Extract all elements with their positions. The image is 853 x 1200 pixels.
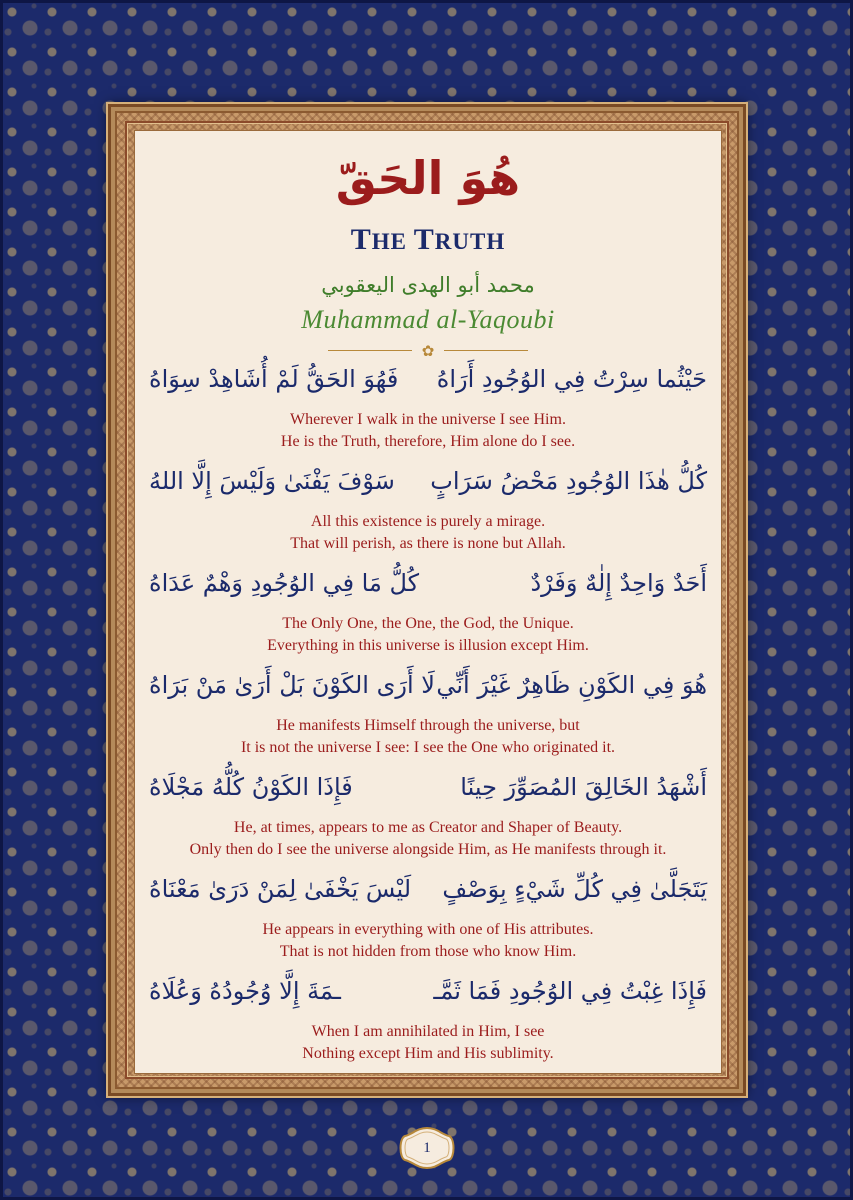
verse-arabic-first-hemistich: كُلُّ هٰذَا الوُجُودِ مَحْضُ سَرَابٍ xyxy=(430,467,707,495)
verse-arabic-second-hemistich: ـمَةَ إِلَّا وُجُودُهُ وَعُلَاهُ xyxy=(149,977,341,1005)
verses-list xyxy=(135,359,721,1073)
ornamental-divider xyxy=(328,343,528,359)
translation-line-2: Nothing except Him and His sublimity. xyxy=(302,1045,554,1062)
verse-arabic-second-hemistich: فَهُوَ الحَقُّ لَمْ أُشَاهِدْ سِوَاهُ xyxy=(149,365,399,393)
verse-translation xyxy=(135,817,721,861)
verse-arabic-second-hemistich: سَوْفَ يَفْنَىٰ وَلَيْسَ إِلَّا اللهُ xyxy=(149,467,395,495)
verse-translation xyxy=(135,1021,721,1065)
english-title-smallcaps-2: RUTH xyxy=(434,229,506,254)
verse-arabic-second-hemistich: لَا أَرَى الكَوْنَ بَلْ أَرَىٰ مَنْ بَرَاهُ xyxy=(149,671,435,699)
divider-line-left xyxy=(328,350,412,351)
verse-4 xyxy=(135,665,721,767)
translation-line-2: Only then do I see the universe alongside Him, as He manifests through it. xyxy=(189,841,667,858)
verse-translation xyxy=(135,613,721,657)
translation-line-2: That will perish, as there is none but Allah. xyxy=(290,535,566,552)
page-number-badge xyxy=(397,1126,457,1170)
translation-line-1: The Only One, the One, the God, the Unique. xyxy=(282,615,574,632)
arabic-title: هُوَ الحَقّ xyxy=(335,151,521,205)
translation-line-1: When I am annihilated in Him, I see xyxy=(311,1023,545,1040)
verse-6 xyxy=(135,869,721,971)
verse-arabic xyxy=(149,467,707,507)
verse-7 xyxy=(135,971,721,1073)
translation-line-2: Everything in this universe is illusion except Him. xyxy=(267,637,589,654)
verse-translation xyxy=(135,715,721,759)
verse-arabic-first-hemistich: أَشْهَدُ الخَالِقَ المُصَوِّرَ حِينًا xyxy=(460,773,707,801)
verse-arabic-first-hemistich: فَإِذَا غِبْتُ فِي الوُجُودِ فَمَا ثَمَّـ xyxy=(433,977,707,1005)
author-english-name: Muhammad al-Yaqoubi xyxy=(301,305,555,334)
translation-line-1: He appears in everything with one of His attributes. xyxy=(262,921,594,938)
translation-line-1: Wherever I walk in the universe I see Him. xyxy=(290,411,566,428)
verse-5 xyxy=(135,767,721,869)
verse-2 xyxy=(135,461,721,563)
divider-line-right xyxy=(444,350,528,351)
verse-arabic xyxy=(149,365,707,405)
verse-arabic xyxy=(149,773,707,813)
verse-arabic-first-hemistich: حَيْثُما سِرْتُ فِي الوُجُودِ أَرَاهُ xyxy=(436,365,707,393)
translation-line-1: He, at times, appears to me as Creator and Shaper of Beauty. xyxy=(233,819,623,836)
verse-1 xyxy=(135,359,721,461)
english-title-initial-2: T xyxy=(413,223,435,256)
verse-arabic xyxy=(149,569,707,609)
verse-arabic-second-hemistich: لَيْسَ يَخْفَىٰ لِمَنْ دَرَىٰ مَعْنَاهُ xyxy=(149,875,412,903)
verse-arabic-first-hemistich: هُوَ فِي الكَوْنِ ظَاهِرٌ غَيْرَ أَنِّي xyxy=(436,671,707,699)
translation-line-2: That is not hidden from those who know Him. xyxy=(279,943,577,960)
verse-3 xyxy=(135,563,721,665)
english-title xyxy=(135,223,721,257)
verse-arabic xyxy=(149,875,707,915)
verse-translation xyxy=(135,919,721,963)
translation-line-1: He manifests Himself through the universe, but xyxy=(276,717,580,734)
verse-arabic-first-hemistich: أَحَدٌ وَاحِدٌ إِلٰهٌ وَفَرْدٌ xyxy=(530,569,707,597)
verse-arabic-second-hemistich: فَإِذَا الكَوْنُ كُلُّهُ مَجْلَاهُ xyxy=(149,773,353,801)
english-title-initial: T xyxy=(350,223,372,256)
author-arabic-signature: محمد أبو الهدى اليعقوبي xyxy=(321,273,535,297)
page-number: 1 xyxy=(423,1140,431,1156)
english-title-smallcaps: HE xyxy=(371,229,414,254)
parchment-panel xyxy=(134,130,722,1074)
translation-line-2: It is not the universe I see: I see the One who originated it. xyxy=(240,739,616,756)
translation-line-1: All this existence is purely a mirage. xyxy=(310,513,546,530)
translation-line-2: He is the Truth, therefore, Him alone do I see. xyxy=(280,433,576,450)
verse-arabic xyxy=(149,977,707,1017)
verse-arabic xyxy=(149,671,707,711)
verse-arabic-first-hemistich: يَتَجَلَّىٰ فِي كُلِّ شَيْءٍ بِوَصْفٍ xyxy=(442,875,707,903)
verse-arabic-second-hemistich: كُلُّ مَا فِي الوُجُودِ وَهْمٌ عَدَاهُ xyxy=(149,569,420,597)
verse-translation xyxy=(135,511,721,555)
verse-translation xyxy=(135,409,721,453)
flower-ornament-icon: ✿ xyxy=(421,342,435,360)
